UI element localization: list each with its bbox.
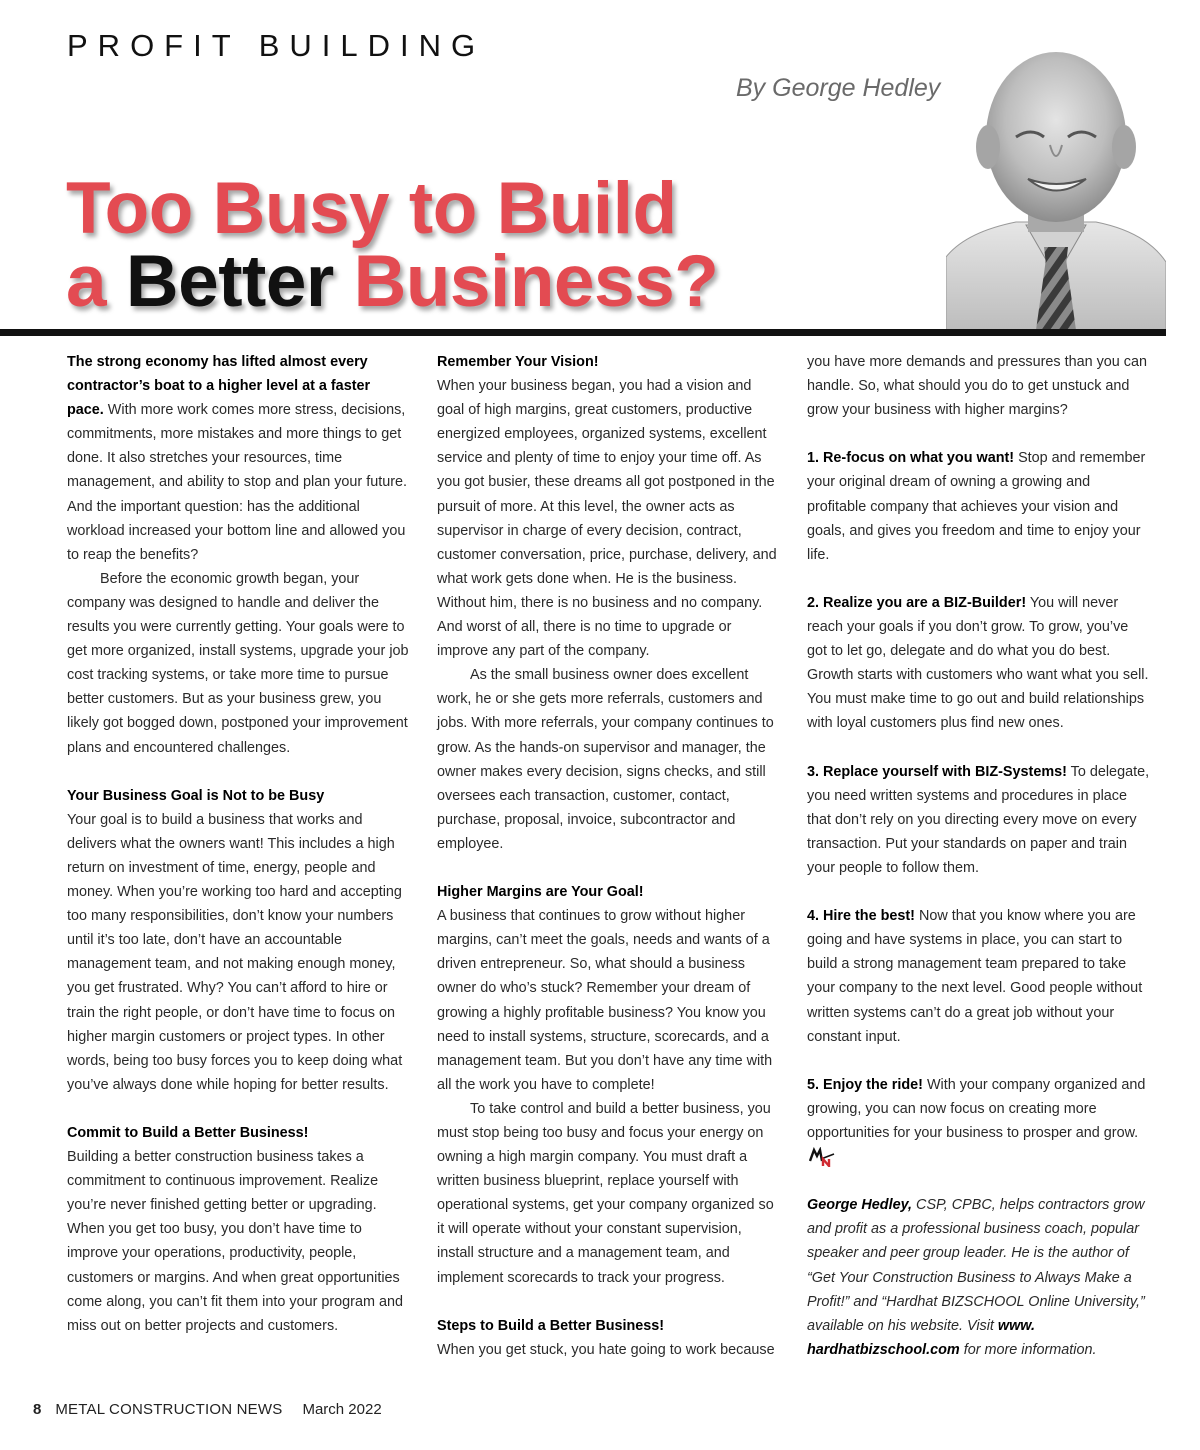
headline-better: Better xyxy=(125,241,334,322)
paragraph: A business that continues to grow without higher margins, can’t meet the goals, needs and wants of a driven entrepreneur. So, what should a business owner do who’s stuck? Remember your dream of growing a highly profitable business? You know you need to install systems, structure, scorecards, and a management team. But you don’t have any time with all the work you have to complete! xyxy=(437,908,773,1093)
headline-a: a xyxy=(66,241,126,322)
mcn-logo-icon xyxy=(809,1147,835,1167)
headline-business: Business? xyxy=(333,241,719,322)
step-5-head: 5. Enjoy the ride! xyxy=(807,1076,923,1093)
column-2 xyxy=(437,350,779,1362)
column-3 xyxy=(807,350,1152,1362)
step-1-head: 1. Re-focus on what you want! xyxy=(807,450,1015,467)
subhead-not-busy: Your Business Goal is Not to be Busy xyxy=(67,787,325,804)
headline-line1: Too Busy to Build xyxy=(66,168,677,249)
bio-body: CSP, CPBC, helps contractors grow and profit as a professional business coach, popular speaker and peer group leader. He is the author of “Get Your Construction Business to Always Make a Profit!” and “Hardhat BIZSCHOOL Online University,” available on his website. Visit xyxy=(807,1197,1145,1334)
column-1 xyxy=(67,350,409,1338)
section-label: PROFIT BUILDING xyxy=(67,28,486,63)
paragraph: When you get stuck, you hate going to work because xyxy=(437,1341,775,1358)
bio-name: George Hedley, xyxy=(807,1197,913,1214)
subhead-vision: Remember Your Vision! xyxy=(437,354,599,370)
paragraph: To take control and build a better business, you must stop being too busy and focus your energy on owning a high margin company. You must draft a written business blueprint, replace yourself with operational systems, get your company organized so it will operate without your constant supervision, install structure and a management team, and implement scorecards to track your progress. xyxy=(437,1100,774,1286)
headline xyxy=(66,168,719,322)
intro-body: With more work comes more stress, decisions, commitments, more mistakes and more things to get done. It also stretches your resources, time management, and ability to stop and plan your future. And the important question: has the additional workload increased your bottom line and allowed you to reap the benefits? xyxy=(67,402,407,563)
paragraph: When your business began, you had a vision and goal of high margins, great customers, productive energized employees, organized systems, excellent service and plenty of time to enjoy your time off. As you got busier, these dreams all got postponed in the pursuit of more. At this level, the owner acts as supervisor in charge of every decision, contract, customer conversation, price, purchase, delivery, and what work gets done when. He is the business. Without him, there is no business and no company. And worst of all, there is no time to upgrade or improve any part of the company. xyxy=(437,378,777,660)
step-2 xyxy=(807,591,1152,736)
page-number: 8 xyxy=(33,1401,42,1418)
header-rule xyxy=(0,329,1166,336)
step-1 xyxy=(807,446,1152,566)
byline: By George Hedley xyxy=(736,74,941,102)
step-1-body: Stop and remember your original dream of owning a growing and profitable company that achieves your vision and goals, and gives you freedom and time to enjoy your life. xyxy=(807,450,1146,563)
bio-url-link[interactable]: www. hardhatbizschool.com xyxy=(807,1317,1035,1358)
step-3 xyxy=(807,760,1152,880)
step-2-body: You will never reach your goals if you don’t grow. To grow, you’ve got to let go, delegate and do what you do best. Growth starts with customers who want what you sell. You must make time to go out and build relationships with loyal customers plus find new ones. xyxy=(807,594,1149,732)
step-4 xyxy=(807,904,1152,1049)
paragraph: Building a better construction business takes a commitment to continuous improvement. Realize you’re never finished getting better or upgrading. When you get too busy, you don’t have time to improve your operations, productivity, people, customers or margins. And when great opportunities come along, you can’t fit them into your program and miss out on better projects and customers. xyxy=(67,1149,403,1334)
step-4-body: Now that you know where you are going and have systems in place, you can start to build a strong management team prepared to take your company to the next level. Good people without written systems can’t do a great job without your constant input. xyxy=(807,908,1143,1045)
intro-paragraph xyxy=(67,350,409,567)
step-3-head: 3. Replace yourself with BIZ-Systems! xyxy=(807,763,1067,780)
subhead-commit: Commit to Build a Better Business! xyxy=(67,1125,309,1141)
subhead-steps: Steps to Build a Better Business! xyxy=(437,1317,665,1334)
paragraph: Before the economic growth began, your company was designed to handle and deliver the results you were currently getting. Your goals were to get more organized, install systems, upgrade your job cost tracking systems, or take more time to pursue better customers. But as your business grew, you likely got bogged down, postponed your improvement plans and encountered challenges. xyxy=(67,570,409,756)
bio-end: for more information. xyxy=(959,1341,1097,1358)
step-3-body: To delegate, you need written systems and procedures in place that don’t rely on you directing every move on every transaction. Put your standards on paper and train your people to follow them. xyxy=(807,763,1150,876)
step-5-body: With your company organized and growing, you can now focus on creating more opportunities for your business to prosper and grow. xyxy=(807,1076,1146,1141)
step-2-head: 2. Realize you are a BIZ-Builder! xyxy=(807,594,1027,611)
paragraph: Your goal is to build a business that works and delivers what the owners want! This includes a high return on investment of time, energy, people and money. When you’re working too hard and accepting too many responsibilities, don’t know your numbers until it’s too late, don’t have an accountable management team, and not making enough money, you get frustrated. Why? You can’t afford to hire or train the right people, or don’t have time to focus on higher margin customers or project types. In other words, being too busy forces you to keep doing what you’ve always done while hoping for better results. xyxy=(67,811,403,1093)
paragraph: you have more demands and pressures than you can handle. So, what should you do to get unstuck and grow your business with higher margins? xyxy=(807,354,1147,419)
magazine-name: METAL CONSTRUCTION NEWS xyxy=(55,1401,283,1418)
author-photo xyxy=(946,27,1166,330)
step-4-head: 4. Hire the best! xyxy=(807,908,915,925)
paragraph: As the small business owner does excellent work, he or she gets more referrals, customers and jobs. With more referrals, your company continues to grow. As the hands-on supervisor and manager, the owner makes every decision, signs checks, and still oversees each transaction, customer, contact, purchase, proposal, invoice, subcontractor and employee. xyxy=(437,667,774,852)
lead-text: The strong economy has lifted almost every contractor’s boat to a higher level at a faster pace. xyxy=(67,354,371,419)
issue-date: March 2022 xyxy=(302,1401,382,1418)
page-footer xyxy=(33,1401,382,1418)
subhead-margins: Higher Margins are Your Goal! xyxy=(437,884,644,901)
author-bio xyxy=(807,1193,1152,1362)
step-5 xyxy=(807,1073,1152,1169)
